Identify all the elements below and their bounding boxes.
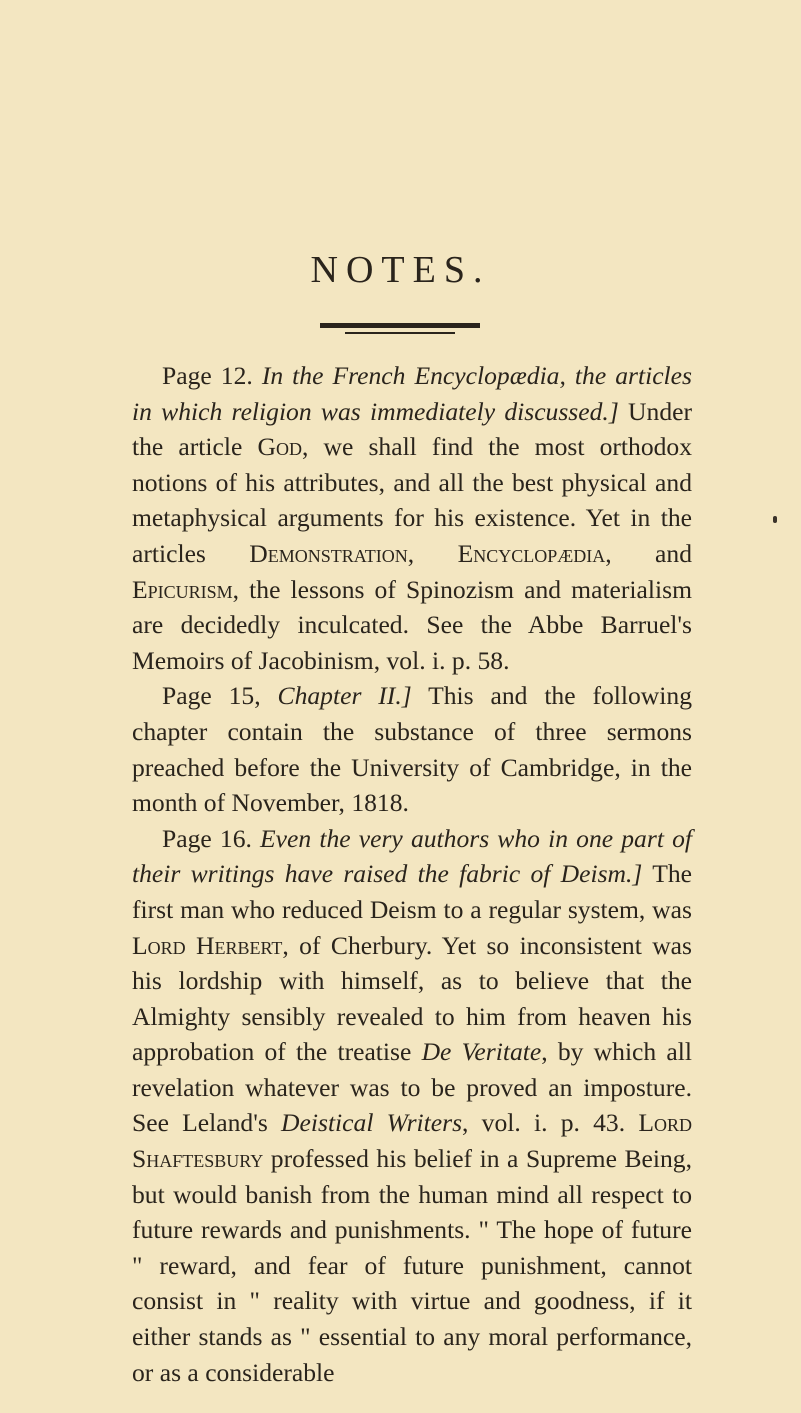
note-paragraph bbox=[132, 358, 692, 678]
note-text: professed his belief in a Supreme Being, but would banish from the human mind all respect to future rewards and punishments. " The hope of future " reward, and fear of future punishment, cannot consist in " reality with virtue and goodness, if it either stands as " essential to any moral performance, or as a considerable bbox=[132, 1144, 692, 1387]
page-reference: Page 12. bbox=[162, 361, 253, 390]
page-title: NOTES. bbox=[310, 249, 491, 291]
page-reference: Page 15, bbox=[162, 681, 261, 711]
note-text: , and bbox=[605, 538, 692, 568]
note-text: This and the following chapter contain the substance of three sermons preached before the University of Cambridge, in the month of November, 1818. bbox=[132, 681, 692, 818]
note-text: , vol. i. p. 43. bbox=[462, 1108, 639, 1138]
note-text: Under the article bbox=[132, 396, 692, 462]
note-text: , the lessons of Spinozism and materialism are decidedly inculcated. See the Abbe Barruel's Memoirs of Jacobinism, vol. i. p. 58. bbox=[132, 574, 692, 675]
italic-title: De Veritate bbox=[421, 1037, 542, 1067]
italic-title: Deistical Writers bbox=[281, 1108, 463, 1138]
rule-thick-line bbox=[320, 323, 480, 328]
note-text: , bbox=[407, 538, 458, 568]
notes-body bbox=[132, 358, 692, 1390]
note-paragraph bbox=[132, 678, 692, 820]
small-caps-term: God bbox=[257, 432, 302, 462]
small-caps-term: Demonstration bbox=[249, 538, 408, 568]
rule-thin-line bbox=[345, 332, 455, 334]
page-reference: Page 16. bbox=[162, 823, 252, 853]
margin-ink-mark bbox=[773, 516, 777, 523]
note-title: Even the very authors who in one part of their writings have raised the fabric of Deism.] bbox=[132, 823, 692, 889]
note-title: In the French Encyclopædia, the articles in which religion was immediately discussed.] bbox=[132, 361, 692, 426]
small-caps-term: Encyclopædia bbox=[457, 538, 606, 568]
small-caps-term: Epicurism bbox=[132, 574, 233, 604]
note-title: Chapter II.] bbox=[277, 681, 412, 711]
note-text: , of Cherbury. Yet so inconsistent was his lordship with himself, as to believe that the Almighty sensibly revealed to him from heaven his approbation of the treatise bbox=[132, 930, 693, 1067]
note-paragraph bbox=[132, 821, 692, 1391]
note-text: , by which all revelation whatever was to be proved an imposture. See Leland's bbox=[132, 1037, 692, 1138]
note-text: The first man who reduced Deism to a regular system, was bbox=[132, 859, 692, 924]
title-rule bbox=[0, 323, 801, 337]
small-caps-term: Lord Herbert bbox=[132, 930, 283, 960]
small-caps-term: Lord Shaftesbury bbox=[132, 1108, 692, 1174]
note-text: , we shall find the most orthodox notions of his attributes, and all the best physical and metaphysical arguments for his existence. Yet in the articles bbox=[132, 432, 693, 568]
